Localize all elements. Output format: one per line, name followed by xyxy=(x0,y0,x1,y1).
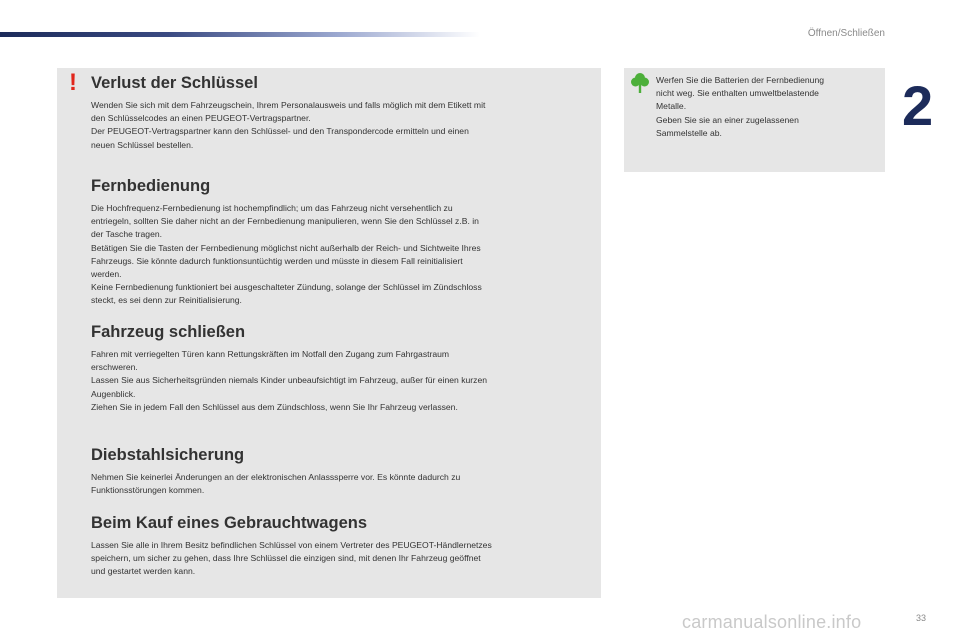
text-line: Keine Fernbedienung funktioniert bei ausgeschalteter Zündung, solange der Schlüssel im Zündschloss xyxy=(91,282,482,293)
text-line: Fahren mit verriegelten Türen kann Rettungskräften im Notfall den Zugang zum Fahrgastraum xyxy=(91,349,450,359)
text-line: Fahrzeugs. Sie könnte dadurch funktionsuntüchtig werden und müsste in diesem Fall reinitialisiert xyxy=(91,255,463,266)
text-line: Werfen Sie die Batterien der Fernbedienung xyxy=(656,75,825,85)
section-body xyxy=(91,348,591,414)
text-line: werden. xyxy=(91,269,122,280)
text-line: erschweren. xyxy=(91,362,138,373)
text-line: Die Hochfrequenz-Fernbedienung ist hochempfindlich; um das Fahrzeug nicht versehentlich zu xyxy=(91,203,453,213)
text-line: Sammelstelle ab. xyxy=(656,127,722,138)
text-line: Augenblick. xyxy=(91,388,136,399)
text-line: Betätigen Sie die Tasten der Fernbedienung möglichst nicht außerhalb der Reich- und Sichtweite Ihres xyxy=(91,242,481,253)
section-body xyxy=(91,471,591,497)
text-line: und gestartet werden kann. xyxy=(91,566,196,577)
section-body xyxy=(91,539,591,579)
section-body xyxy=(91,202,591,308)
text-line: Funktionsstörungen kommen. xyxy=(91,485,205,496)
text-line: den Schlüsselcodes an einen PEUGEOT-Vertragspartner. xyxy=(91,113,311,124)
section-title: Fernbedienung xyxy=(91,177,211,195)
chapter-number: 2 xyxy=(902,74,934,137)
text-line: nicht weg. Sie enthalten umweltbelastende xyxy=(656,88,819,99)
section-remote-control xyxy=(91,177,591,308)
page-section-title: Öffnen/Schließen xyxy=(807,28,885,39)
tree-icon xyxy=(630,72,650,94)
section-lost-keys xyxy=(91,74,591,152)
section-title: Verlust der Schlüssel xyxy=(91,74,258,92)
section-title: Beim Kauf eines Gebrauchtwagens xyxy=(91,514,367,532)
section-used-car xyxy=(91,514,591,579)
text-line: Geben Sie sie an einer zugelassenen xyxy=(656,114,799,125)
text-line: neuen Schlüssel bestellen. xyxy=(91,139,194,150)
section-title: Fahrzeug schließen xyxy=(91,323,246,341)
text-line: Metalle. xyxy=(656,101,687,112)
text-line: Lassen Sie aus Sicherheitsgründen niemals Kinder unbeaufsichtigt im Fahrzeug, außer für einen kurzen xyxy=(91,375,488,386)
text-line: Nehmen Sie keinerlei Änderungen an der elektronischen Anlasssperre vor. Es könnte dadurch zu xyxy=(91,472,461,482)
section-title: Diebstahlsicherung xyxy=(91,446,245,464)
page-number: 33 xyxy=(916,613,927,623)
watermark: carmanualsonline.info xyxy=(682,612,862,632)
text-line: Wenden Sie sich mit dem Fahrzeugschein, Ihrem Personalausweis und falls möglich mit dem Etikett mit xyxy=(91,100,486,110)
text-line: der Tasche tragen. xyxy=(91,229,163,240)
warning-icon: ! xyxy=(69,69,77,96)
text-line: entriegeln, sollten Sie daher nicht an der Fernbedienung manipulieren, wenn Sie den Schlüssel z.B. in xyxy=(91,216,479,227)
eco-note-text xyxy=(656,74,878,140)
text-line: Der PEUGEOT-Vertragspartner kann den Schlüssel- und den Transpondercode ermitteln und einen xyxy=(91,126,469,137)
section-locking-vehicle xyxy=(91,323,591,414)
text-line: Ziehen Sie in jedem Fall den Schlüssel aus dem Zündschloss, wenn Sie Ihr Fahrzeug verlassen. xyxy=(91,401,458,412)
section-anti-theft xyxy=(91,446,591,497)
section-body xyxy=(91,99,591,152)
text-line: Lassen Sie alle in Ihrem Besitz befindlichen Schlüssel von einem Vertreter des PEUGEOT-Händlernetzes xyxy=(91,540,492,550)
text-line: speichern, um sicher zu gehen, dass Ihre Schlüssel die einzigen sind, mit denen Ihr Fahrzeug geöffnet xyxy=(91,553,481,564)
header-gradient-bar xyxy=(0,32,480,37)
text-line: steckt, es sei denn zur Reinitialisierung. xyxy=(91,295,242,306)
